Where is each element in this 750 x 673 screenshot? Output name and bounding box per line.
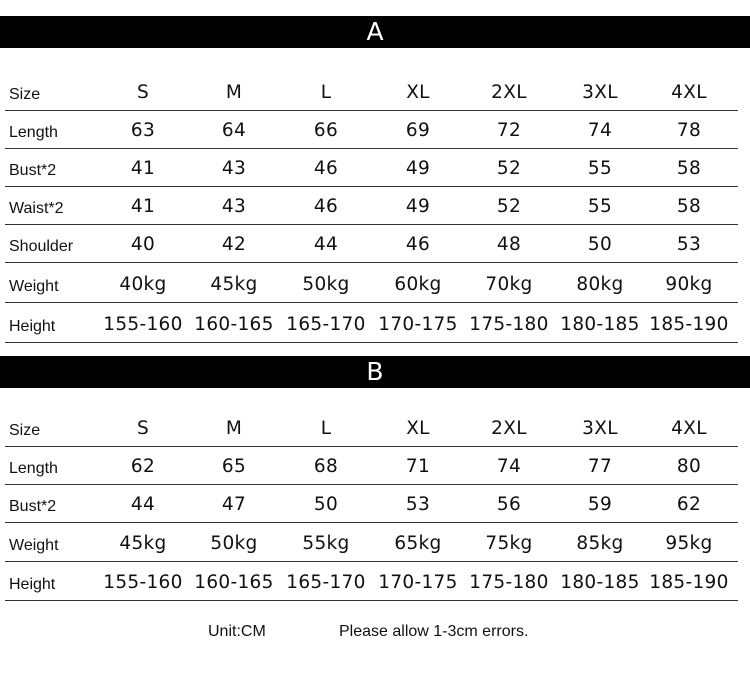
- table-cell: 49: [405, 158, 431, 179]
- table-cell: 72: [496, 120, 522, 141]
- table-cell: 45kg: [119, 533, 167, 554]
- row-label: Length: [9, 124, 58, 141]
- table-cell: 63: [130, 120, 156, 141]
- table-row: [5, 187, 738, 225]
- row-label: Bust*2: [9, 162, 57, 179]
- table-row: [5, 263, 738, 303]
- table-cell: 62: [676, 494, 702, 515]
- size-header-cell: L: [320, 82, 332, 103]
- table-cell: 46: [313, 196, 339, 217]
- table-cell: 43: [221, 196, 247, 217]
- error-note: Please allow 1-3cm errors.: [339, 623, 529, 640]
- row-label: Waist*2: [9, 200, 64, 217]
- table-cell: 185-190: [649, 572, 729, 593]
- table-cell: 41: [130, 196, 156, 217]
- table-row: [5, 111, 738, 149]
- row-label: Height: [9, 576, 56, 593]
- table-row: [5, 149, 738, 187]
- table-cell: 62: [130, 456, 156, 477]
- size-header-cell: M: [225, 82, 243, 103]
- table-cell: 90kg: [665, 274, 713, 295]
- table-cell: 55: [587, 196, 613, 217]
- size-header-cell: M: [225, 418, 243, 439]
- table-cell: 60kg: [394, 274, 442, 295]
- table-cell: 69: [405, 120, 431, 141]
- table-cell: 42: [221, 234, 247, 255]
- table-cell: 74: [587, 120, 613, 141]
- table-cell: 44: [130, 494, 156, 515]
- table-cell: 170-175: [378, 314, 458, 335]
- size-header-cell: 3XL: [582, 82, 618, 103]
- table-cell: 155-160: [103, 314, 183, 335]
- table-cell: 55: [587, 158, 613, 179]
- table-header-row: [5, 73, 738, 111]
- table-cell: 160-165: [194, 572, 274, 593]
- table-cell: 55kg: [302, 533, 350, 554]
- table-cell: 175-180: [469, 572, 549, 593]
- table-cell: 52: [496, 158, 522, 179]
- table-cell: 50kg: [210, 533, 258, 554]
- row-label: Height: [9, 318, 56, 335]
- size-header-cell: 4XL: [671, 418, 707, 439]
- row-label: Shoulder: [9, 238, 74, 255]
- table-row: [5, 485, 738, 523]
- table-cell: 66: [313, 120, 339, 141]
- size-header-cell: XL: [406, 418, 430, 439]
- table-cell: 175-180: [469, 314, 549, 335]
- table-cell: 46: [313, 158, 339, 179]
- table-cell: 77: [587, 456, 613, 477]
- table-cell: 160-165: [194, 314, 274, 335]
- table-row: [5, 303, 738, 343]
- table-row: [5, 225, 738, 263]
- table-cell: 80kg: [576, 274, 624, 295]
- table-cell: 65: [221, 456, 247, 477]
- size-header-cell: S: [136, 82, 150, 103]
- size-header-cell: 2XL: [491, 82, 527, 103]
- table-cell: 40kg: [119, 274, 167, 295]
- table-cell: 70kg: [485, 274, 533, 295]
- table-cell: 58: [676, 196, 702, 217]
- table-cell: 53: [405, 494, 431, 515]
- table-cell: 68: [313, 456, 339, 477]
- table-cell: 46: [405, 234, 431, 255]
- table-cell: 41: [130, 158, 156, 179]
- size-header-label: Size: [9, 422, 41, 439]
- size-header-cell: XL: [406, 82, 430, 103]
- size-table-b: [5, 410, 738, 601]
- table-cell: 56: [496, 494, 522, 515]
- table-cell: 50: [587, 234, 613, 255]
- table-cell: 170-175: [378, 572, 458, 593]
- table-cell: 50kg: [302, 274, 350, 295]
- table-cell: 74: [496, 456, 522, 477]
- table-cell: 53: [676, 234, 702, 255]
- table-cell: 75kg: [485, 533, 533, 554]
- table-cell: 52: [496, 196, 522, 217]
- table-cell: 165-170: [286, 572, 366, 593]
- table-cell: 155-160: [103, 572, 183, 593]
- size-header-cell: 4XL: [671, 82, 707, 103]
- table-cell: 85kg: [576, 533, 624, 554]
- row-label: Bust*2: [9, 498, 57, 515]
- size-table-a: [5, 73, 738, 343]
- table-cell: 180-185: [560, 314, 640, 335]
- table-cell: 165-170: [286, 314, 366, 335]
- table-cell: 58: [676, 158, 702, 179]
- size-header-label: Size: [9, 86, 41, 103]
- unit-note: Unit:CM: [208, 623, 266, 640]
- row-label: Length: [9, 460, 58, 477]
- table-cell: 185-190: [649, 314, 729, 335]
- table-cell: 80: [676, 456, 702, 477]
- table-cell: 48: [496, 234, 522, 255]
- size-header-cell: S: [136, 418, 150, 439]
- table-cell: 71: [405, 456, 431, 477]
- table-row: [5, 447, 738, 485]
- table-header-row: [5, 410, 738, 447]
- table-cell: 180-185: [560, 572, 640, 593]
- row-label: Weight: [9, 537, 59, 554]
- table-cell: 47: [221, 494, 247, 515]
- size-header-cell: L: [320, 418, 332, 439]
- table-cell: 95kg: [665, 533, 713, 554]
- table-cell: 59: [587, 494, 613, 515]
- size-header-cell: 2XL: [491, 418, 527, 439]
- table-cell: 49: [405, 196, 431, 217]
- table-cell: 78: [676, 120, 702, 141]
- table-a-title-banner: A: [0, 16, 750, 48]
- table-row: [5, 523, 738, 562]
- table-cell: 43: [221, 158, 247, 179]
- table-b-title-banner: B: [0, 356, 750, 388]
- size-header-cell: 3XL: [582, 418, 618, 439]
- table-cell: 45kg: [210, 274, 258, 295]
- table-cell: 50: [313, 494, 339, 515]
- row-label: Weight: [9, 278, 59, 295]
- table-cell: 65kg: [394, 533, 442, 554]
- table-cell: 44: [313, 234, 339, 255]
- table-cell: 40: [130, 234, 156, 255]
- table-row: [5, 562, 738, 601]
- table-cell: 64: [221, 120, 247, 141]
